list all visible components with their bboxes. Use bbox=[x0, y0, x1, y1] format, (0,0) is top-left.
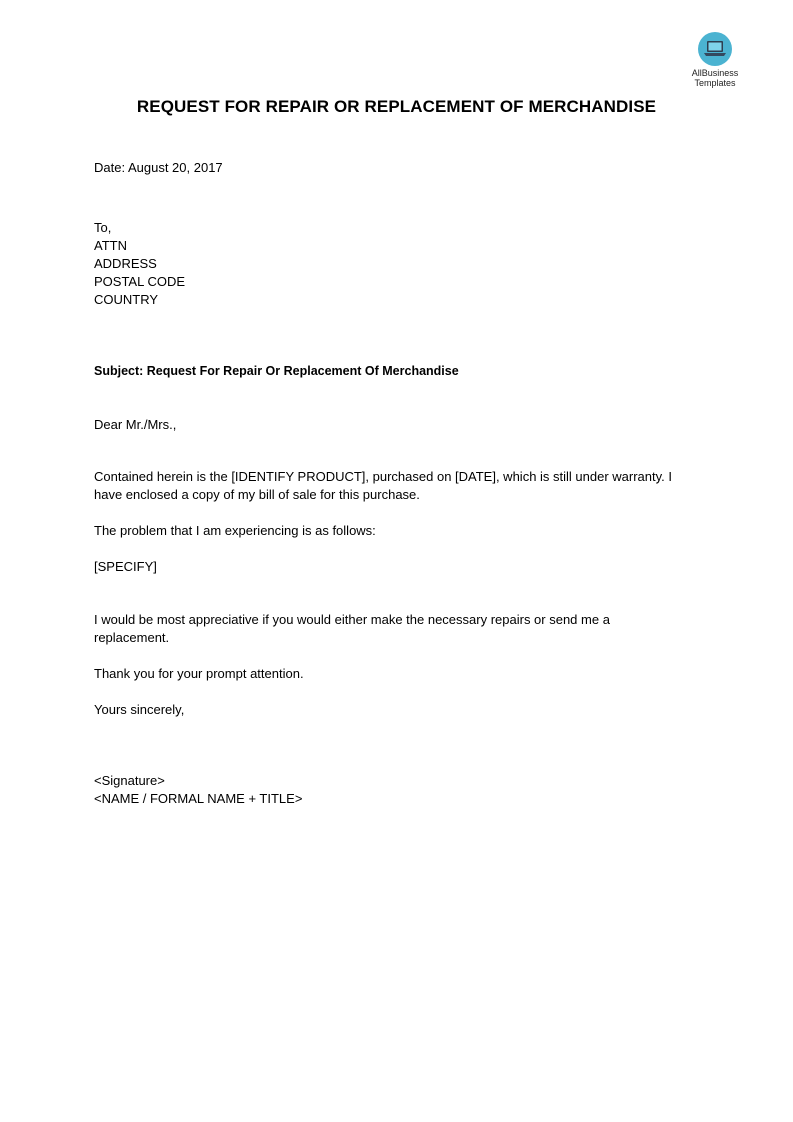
laptop-icon bbox=[703, 39, 727, 59]
body-specify: [SPECIFY] bbox=[94, 559, 157, 574]
logo-line2: Templates bbox=[694, 78, 736, 88]
signature: <Signature> bbox=[94, 773, 165, 788]
body-paragraph-2: The problem that I am experiencing is as follows: bbox=[94, 523, 376, 538]
signer-name: <NAME / FORMAL NAME + TITLE> bbox=[94, 791, 303, 806]
allbusiness-logo bbox=[684, 32, 746, 88]
address-postal-code: POSTAL CODE bbox=[94, 274, 186, 289]
body-paragraph-4: I would be most appreciative if you would either make the necessary repairs or send me a replacement. bbox=[94, 612, 610, 645]
letter-date: Date: August 20, 2017 bbox=[94, 160, 223, 175]
logo-wordmark bbox=[684, 68, 746, 88]
letter-subject: Subject: Request For Repair Or Replacement Of Merchandise bbox=[94, 364, 459, 378]
address-line: ADDRESS bbox=[94, 256, 157, 271]
closing: Yours sincerely, bbox=[94, 702, 185, 717]
body-paragraph-1: Contained herein is the [IDENTIFY PRODUCT], purchased on [DATE], which is still under warranty. I have enclosed a copy of my bill of sale for this purchase. bbox=[94, 469, 672, 502]
logo-line1: AllBusiness bbox=[691, 68, 739, 78]
logo-badge bbox=[698, 32, 732, 66]
body-paragraph-5: Thank you for your prompt attention. bbox=[94, 666, 304, 681]
salutation: Dear Mr./Mrs., bbox=[94, 417, 177, 432]
address-attn: ATTN bbox=[94, 238, 127, 253]
address-country: COUNTRY bbox=[94, 292, 159, 307]
document-title: REQUEST FOR REPAIR OR REPLACEMENT OF MERCHANDISE bbox=[136, 97, 657, 116]
address-to: To, bbox=[94, 220, 112, 235]
